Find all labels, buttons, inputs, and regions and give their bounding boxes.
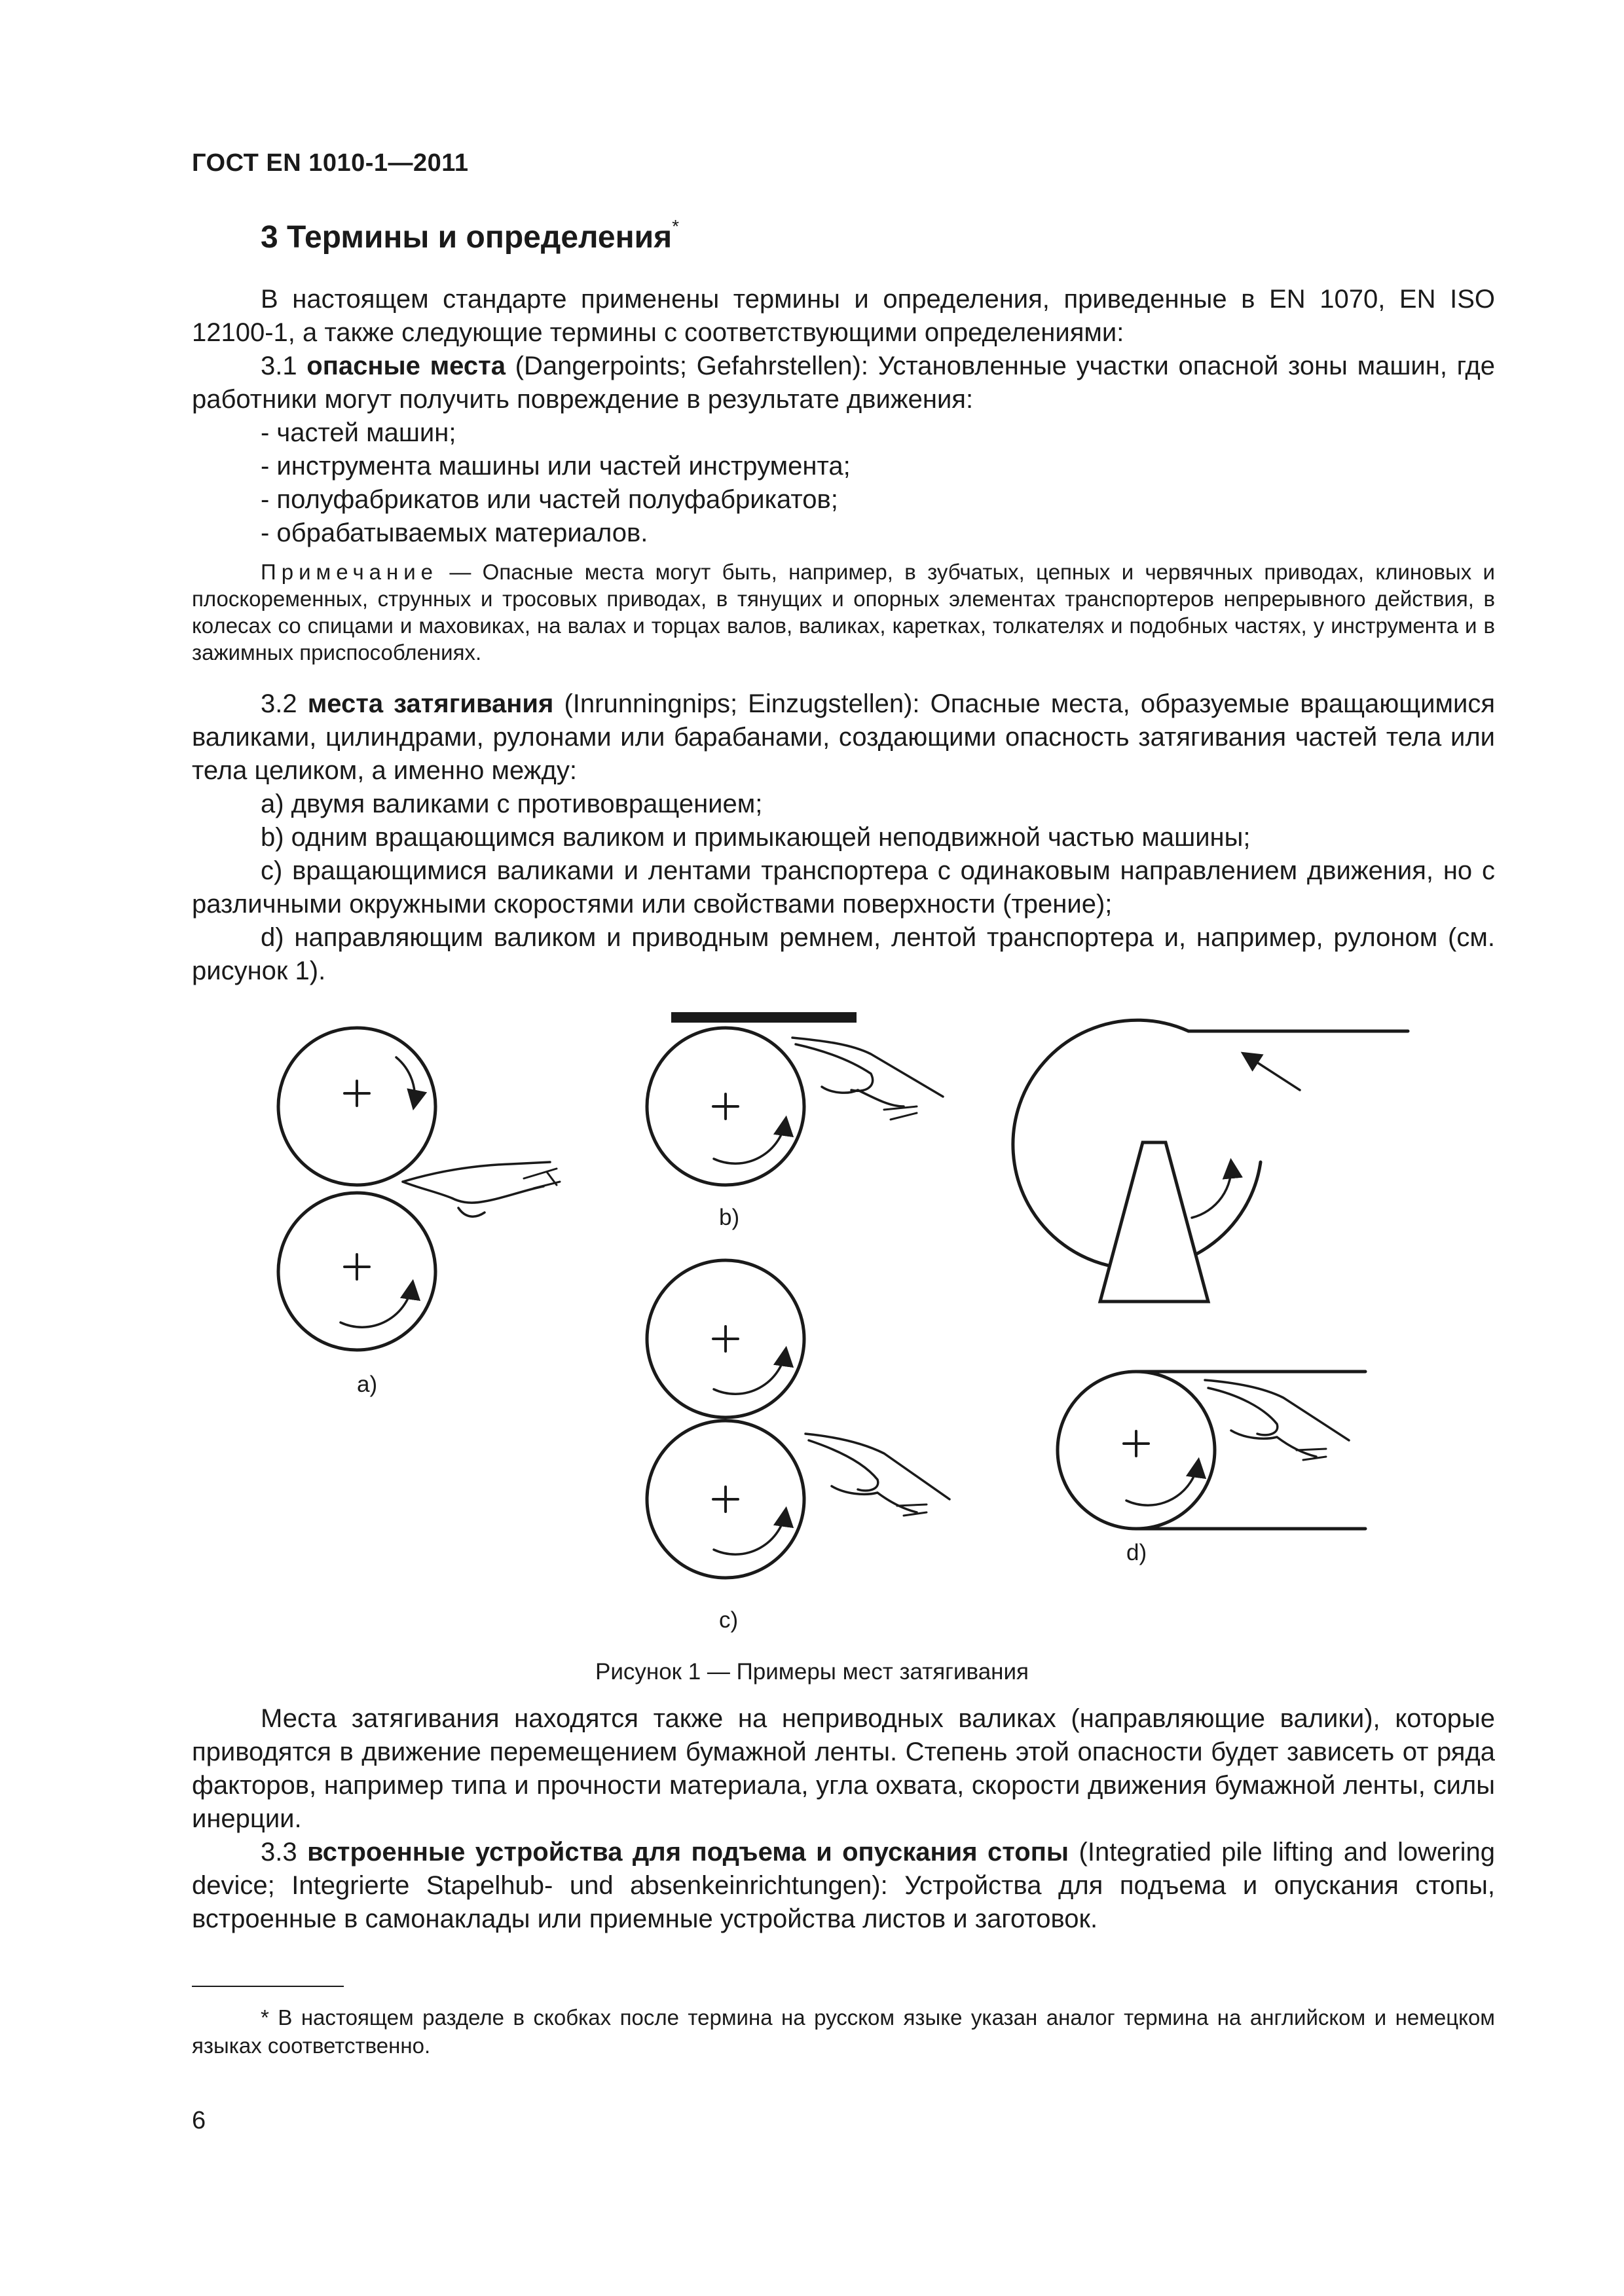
- list-item: - полуфабрикатов или частей полуфабрикатов;: [261, 485, 838, 514]
- after-figure-paragraph: Места затягивания находятся также на неприводных валиках (направляющие валики), которые приводятся в движение перемещением бумажной ленты. Степень этой опасности будет зависеть от ряда факторов, например типа и прочности материала, угла охвата, скорости движения бумажной ленты, силы инерции.: [192, 1704, 1495, 1833]
- term-3-3-paragraph: [192, 1836, 1495, 1936]
- term-name: опасные места: [306, 352, 506, 380]
- term-number: 3.1: [261, 352, 297, 380]
- figure-label-b: b): [719, 1205, 740, 1230]
- figure-label-c: c): [719, 1607, 739, 1633]
- document-header: ГОСТ EN 1010-1—2011: [192, 149, 469, 177]
- page-number: 6: [192, 2107, 206, 2134]
- note-block: [192, 558, 1495, 666]
- note-label: Примечание: [261, 560, 439, 584]
- footnote-reference: *: [672, 216, 679, 236]
- subfigure-b: [647, 1012, 943, 1185]
- subfigure-d-upper: [1013, 1020, 1408, 1302]
- term-3-1-paragraph: [192, 350, 1495, 416]
- term-name: встроенные устройства для подъема и опускания стопы: [307, 1838, 1069, 1867]
- term-number: 3.2: [261, 689, 297, 718]
- list-item: c) вращающимися валиками и лентами транспортера с одинаковым направлением движения, но с различными окружными скоростями или свойствами поверхности (трение);: [192, 856, 1495, 919]
- figure-1-illustration: [0, 995, 1624, 1676]
- term-name: места затягивания: [307, 689, 554, 718]
- figure-caption: Рисунок 1 — Примеры мест затягивания: [595, 1659, 1029, 1685]
- footnote: [192, 2003, 1495, 2060]
- section-heading: [261, 216, 679, 255]
- figure-label-d: d): [1126, 1540, 1147, 1565]
- footnote-mark: *: [261, 2005, 269, 2030]
- list-item: a) двумя валиками с противовращением;: [261, 790, 763, 818]
- intro-paragraph: В настоящем стандарте применены термины и определения, приведенные в EN 1070, EN ISO 12100-1, а также следующие термины с соответствующими определениями:: [192, 285, 1495, 347]
- body-text-middle: [192, 687, 1495, 988]
- list-item: b) одним вращающимся валиком и примыкающей неподвижной частью машины;: [261, 823, 1251, 852]
- list-item: d) направляющим валиком и приводным ремнем, лентой транспортера и, например, рулоном (см. рисунок 1).: [192, 923, 1495, 985]
- body-text-upper: [192, 283, 1495, 550]
- note-text: — Опасные места могут быть, например, в зубчатых, цепных и червячных приводах, клиновых и плоскоременных, струнных и тросовых приводах, в тянущих и опорных элементах транспортеров непрерывного действия, в колесах со спицами и маховиках, на валах и торцах валов, валиках, каретках, толкателях и подобных частях, у инструмента и в зажимных приспособлениях.: [192, 560, 1495, 665]
- subfigure-c: [647, 1260, 950, 1578]
- term-definition: (Inrunningnips; Einzugstellen): Опасные места, образуемые вращающимися валиками, цилиндрами, рулонами или барабанами, создающими опасность затягивания частей тела или тела целиком, а именно между:: [192, 689, 1495, 785]
- footnote-text: В настоящем разделе в скобках после термина на русском языке указан аналог термина на английском и немецком языках соответственно.: [192, 2005, 1495, 2058]
- subfigure-a: [278, 1028, 560, 1350]
- term-3-2-paragraph: [192, 687, 1495, 788]
- footnote-separator: [192, 1986, 344, 1987]
- section-title: 3 Термины и определения: [261, 220, 673, 255]
- list-item: - обрабатываемых материалов.: [261, 519, 648, 547]
- subfigure-d-lower: [1058, 1372, 1365, 1529]
- figure-label-a: a): [357, 1372, 378, 1397]
- term-number: 3.3: [261, 1838, 297, 1867]
- list-item: - инструмента машины или частей инструмента;: [261, 452, 851, 481]
- term-definition: (Dangerpoints; Gefahrstellen): Установленные участки опасной зоны машин, где работники могут получить повреждение в результате движения:: [192, 352, 1495, 414]
- term-definition: (Integratied pile lifting and lowering device; Integrierte Stapelhub- und absenkeinrichtungen): Устройства для подъема и опускания стопы, встроенные в самонаклады или приемные устройства листов и заготовок.: [192, 1838, 1495, 1933]
- list-item: - частей машин;: [261, 418, 456, 447]
- body-text-lower: [192, 1702, 1495, 1936]
